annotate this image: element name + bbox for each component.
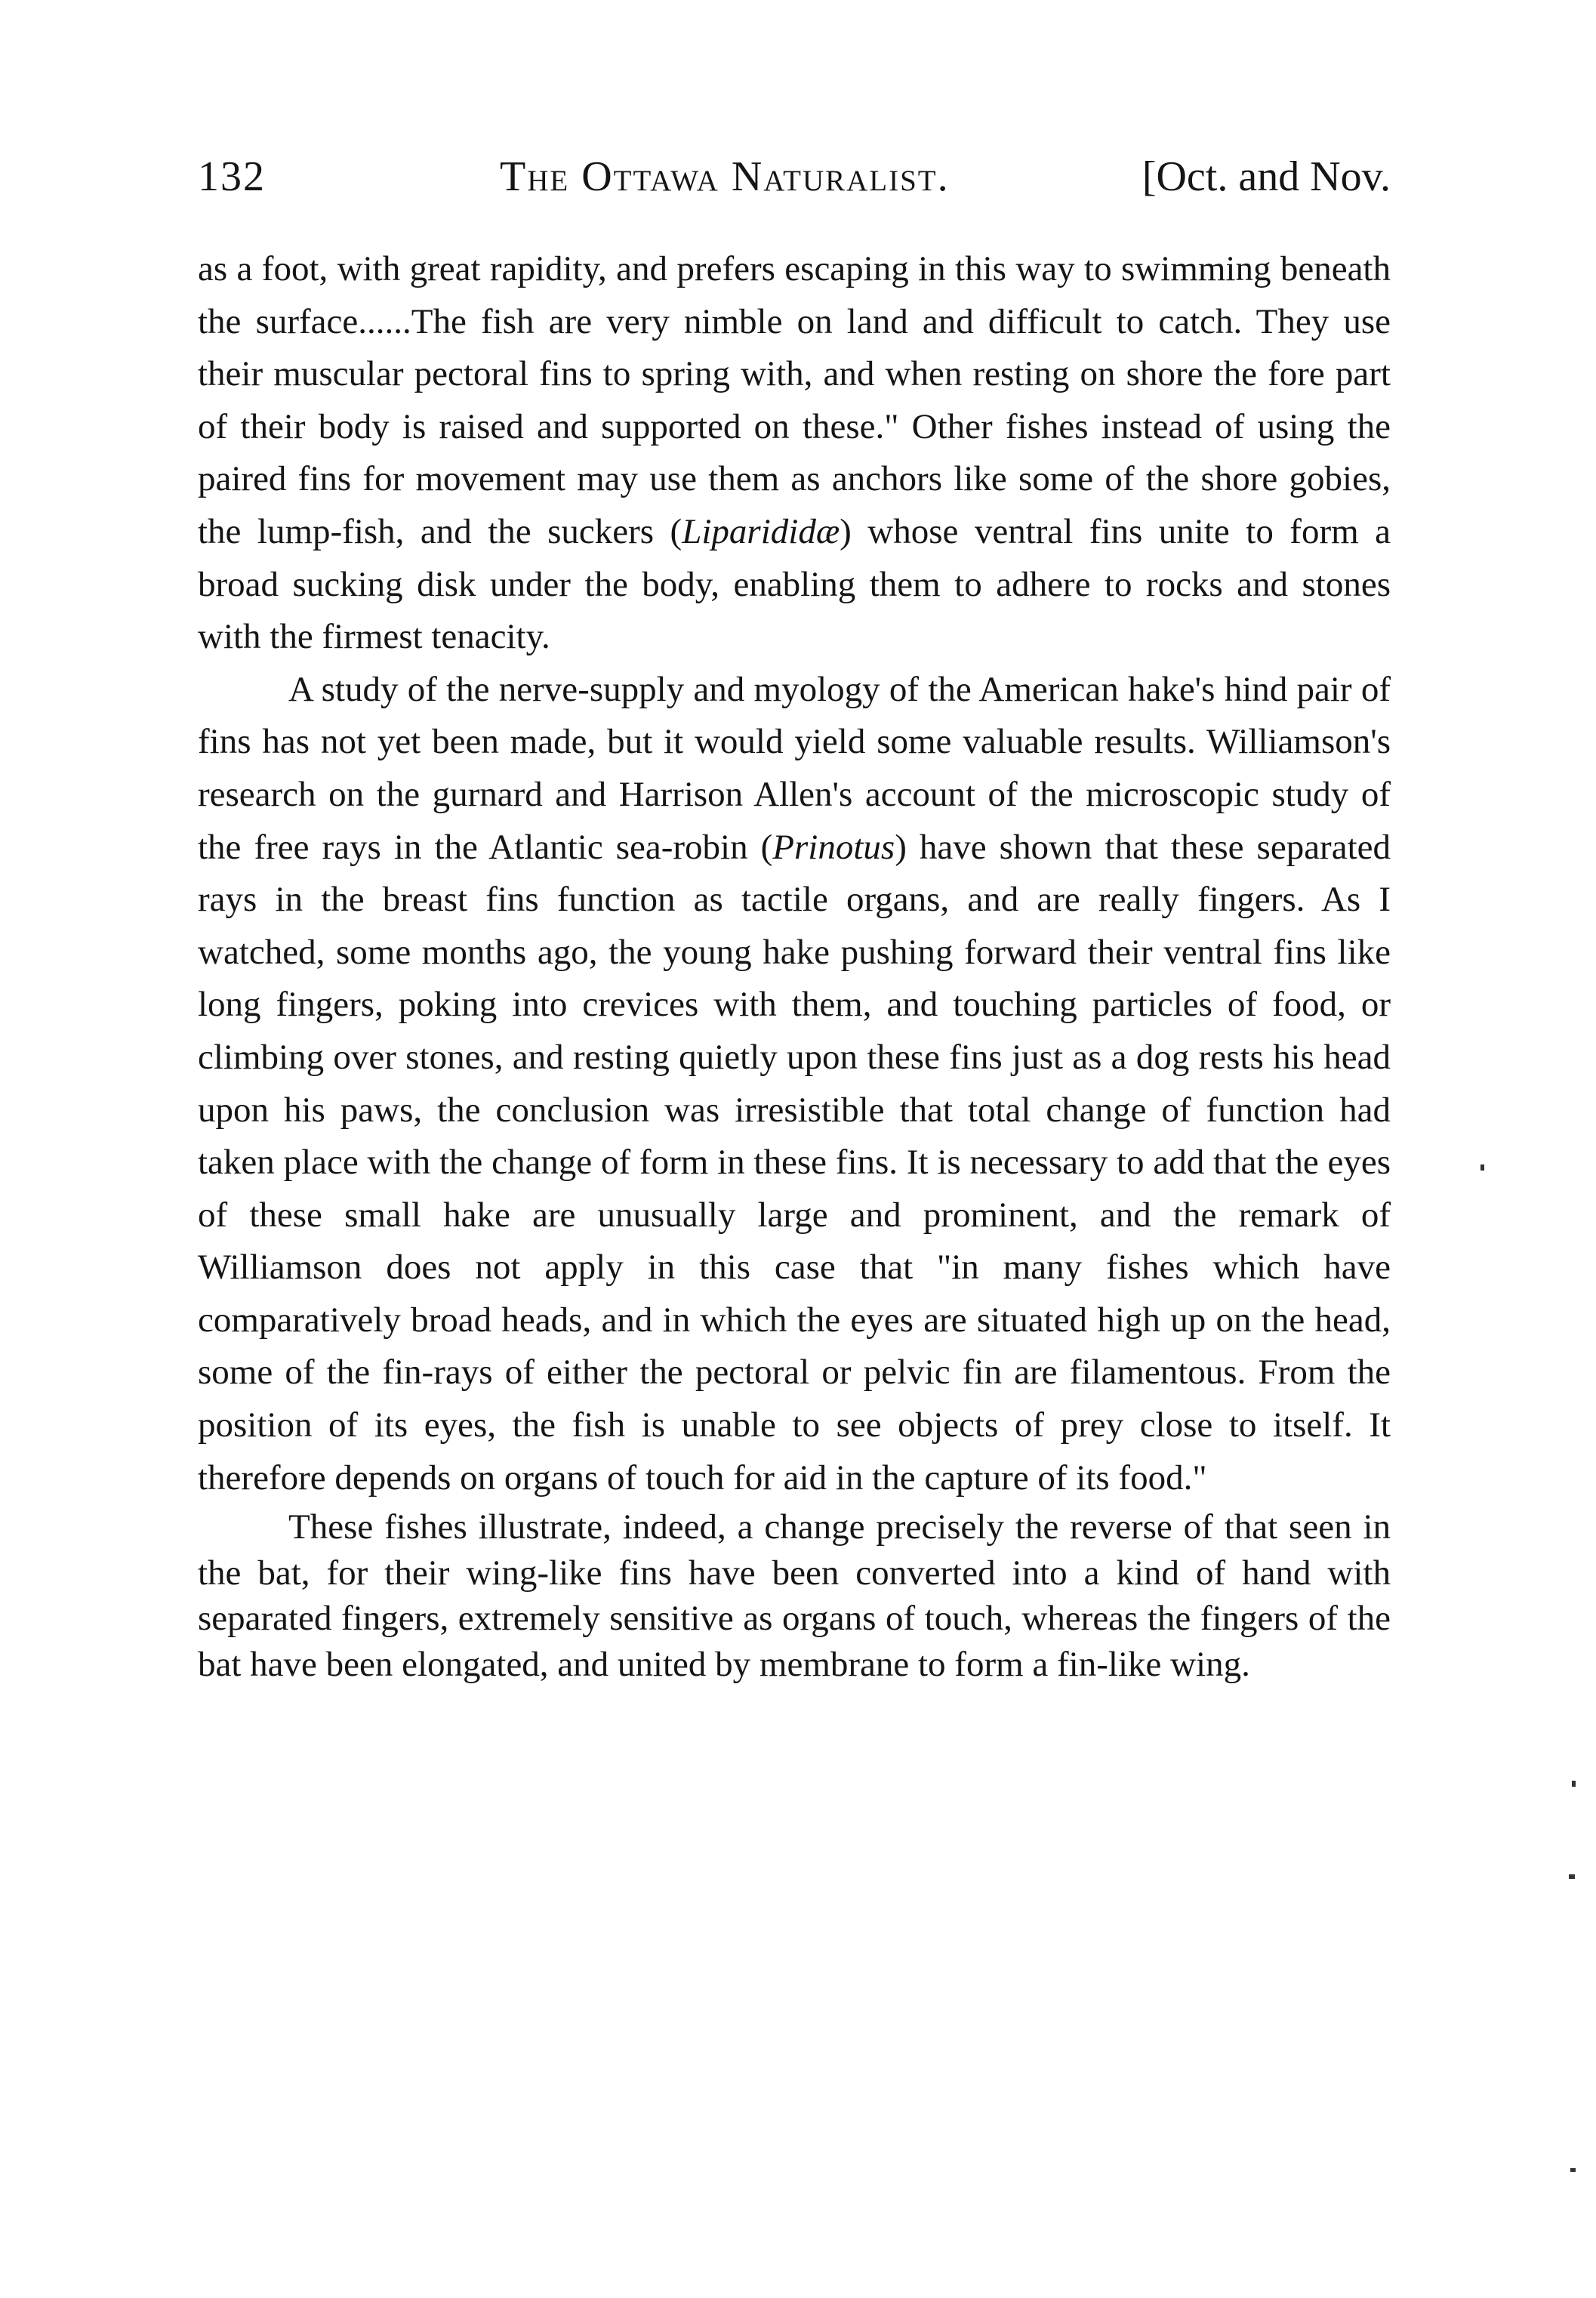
body-text <box>198 243 1391 1687</box>
issue-date: [Oct. and Nov. <box>1142 153 1391 200</box>
running-title: The Ottawa Naturalist. <box>500 153 950 200</box>
italic-genus-prinotus: Prinotus <box>772 827 895 867</box>
text-run: ) whose ventral fins unite to form a broad sucking disk under the body, enabling them to adhere to rocks and stones with the firmest tenacity. <box>198 511 1391 657</box>
text-run: These fishes illustrate, indeed, a change precisely the reverse of that seen in the bat, for their wing-like fins have been converted into a kind of hand with separated fingers, extremely sensitive as organs of touch, whereas the fingers of the bat have been elongated, and united by membrane to form a fin-like wing. <box>198 1507 1391 1684</box>
italic-genus-liparididae: Liparididæ <box>682 511 840 551</box>
scan-speck <box>1480 1164 1484 1171</box>
paragraph-3 <box>198 1504 1391 1687</box>
page-header <box>198 153 1391 213</box>
page-number: 132 <box>198 153 266 200</box>
scan-speck <box>1572 1781 1576 1787</box>
text-run: A study of the nerve-supply and myology of the American hake's hind pair of fins has not yet been made, but it would yield some valuable results. Williamson's research on the gurnard and Harrison Allen's account of the microscopic study of the free rays in the Atlantic sea-robin ( <box>198 669 1391 867</box>
text-run: as a foot, with great rapidity, and prefers escaping in this way to swimming beneath the surface......The fish are very nimble on land and difficult to catch. They use their muscular pectoral fins to spring with, and when resting on shore the fore part of their body is raised and supported on these." Other fishes instead of using the paired fins for movement may use them as anchors like some of the shore gobies, the lump-fish, and the suckers ( <box>198 249 1391 551</box>
scan-speck <box>1570 2168 1576 2172</box>
scan-speck <box>1569 1874 1575 1879</box>
paragraph-2 <box>198 664 1391 1505</box>
text-run: ) have shown that these separated rays in the breast fins function as tactile organs, and are really fingers. As I watched, some months ago, the young hake pushing forward their ventral fins like long fingers, poking into crevices with them, and touching particles of food, or climbing over stones, and resting quietly upon these fins just as a dog rests his head upon his paws, the conclusion was irresistible that total change of function had taken place with the change of form in these fins. It is necessary to add that the eyes of these small hake are unusually large and prominent, and the remark of Williamson does not apply in this case that "in many fishes which have comparatively broad heads, and in which the eyes are situated high up on the head, some of the fin-rays of either the pectoral or pelvic fin are filamentous. From the position of its eyes, the fish is unable to see objects of prey close to itself. It therefore depends on organs of touch for aid in the capture of its food." <box>198 827 1391 1498</box>
paragraph-1 <box>198 243 1391 664</box>
